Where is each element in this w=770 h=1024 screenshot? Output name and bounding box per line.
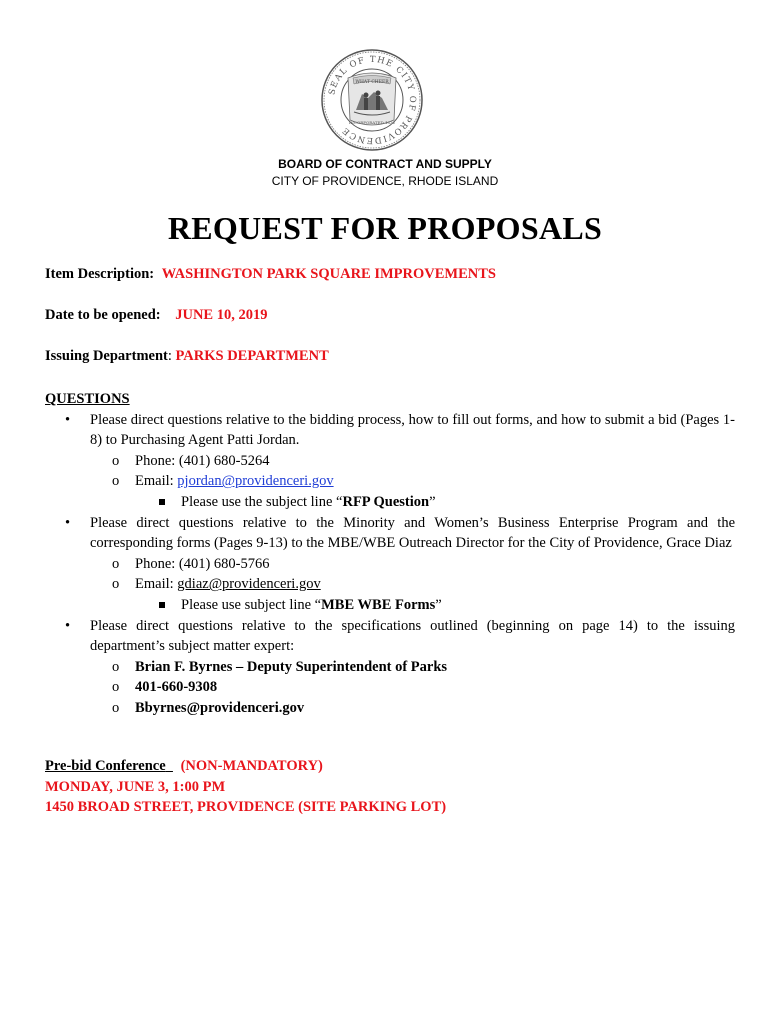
list-item (45, 410, 735, 451)
board-name: BOARD OF CONTRACT AND SUPPLY (278, 157, 492, 171)
date-opened-label: Date to be opened: (45, 307, 161, 323)
circle-bullet-icon: o (112, 576, 120, 593)
purchasing-email-link[interactable]: pjordan@providenceri.gov (177, 473, 334, 490)
issuing-department-row: Issuing Department: PARKS DEPARTMENT (45, 348, 329, 364)
circle-bullet-icon: o (112, 555, 120, 572)
list-item (45, 513, 735, 554)
specs-contact-name: Brian F. Byrnes – Deputy Superintendent of Parks (135, 658, 448, 675)
square-bullet-icon (159, 602, 165, 608)
list-item (45, 657, 735, 678)
city-seal-logo (320, 48, 424, 152)
list-item (45, 451, 735, 472)
list-item: o Email: gdiaz@providenceri.gov (45, 574, 735, 595)
circle-bullet-icon: o (112, 658, 120, 675)
mbe-phone: Phone: (401) 680-5766 (135, 555, 270, 572)
circle-bullet-icon: o (112, 452, 120, 469)
square-bullet-icon (159, 499, 165, 505)
list-item: Please use subject line “MBE WBE Forms” (45, 595, 735, 616)
specs-contact-email[interactable]: Bbyrnes@providenceri.gov (135, 699, 305, 716)
prebid-label: Pre-bid Conference (45, 758, 166, 774)
bullet-icon: • (65, 411, 71, 428)
date-opened-value: JUNE 10, 2019 (175, 307, 268, 323)
list-item (45, 677, 735, 698)
bullet-icon: • (65, 514, 71, 531)
date-opened-row (45, 307, 267, 324)
rfp-subject-line: RFP Question (342, 493, 430, 510)
list-item: Please use the subject line “RFP Question” (45, 492, 735, 513)
issuing-department-label: Issuing Department (45, 348, 168, 364)
question-mbe-text: Please direct questions relative to the Minority and Women’s Business Enterprise Program and the corresponding forms (Pages 9-13) to the MBE/WBE Outreach Director for the City of Providence, Grace Diaz (90, 514, 735, 552)
prebid-datetime: MONDAY, JUNE 3, 1:00 PM (45, 778, 226, 795)
prebid-heading-row (45, 756, 446, 777)
item-description-row (45, 266, 496, 283)
circle-bullet-icon: o (112, 699, 120, 716)
bullet-icon: • (65, 617, 71, 634)
city-name: CITY OF PROVIDENCE, RHODE ISLAND (271, 174, 499, 188)
svg-text:WHAT CHEER: WHAT CHEER (355, 80, 389, 85)
svg-text:SEAL OF THE CITY OF PROVIDENCE: SEAL OF THE CITY OF PROVIDENCE (327, 54, 418, 146)
prebid-location: 1450 BROAD STREET, PROVIDENCE (SITE PARKING LOT) (45, 799, 447, 816)
questions-section (45, 389, 735, 719)
list-item (45, 698, 735, 719)
list-item (45, 554, 735, 575)
item-description-label: Item Description: (45, 266, 155, 282)
prebid-status: (NON-MANDATORY) (180, 758, 323, 774)
svg-text:INCORPORATED 1832: INCORPORATED 1832 (348, 120, 396, 125)
issuing-department-value: PARKS DEPARTMENT (175, 348, 329, 364)
questions-heading: QUESTIONS (45, 391, 130, 407)
question-purchasing-text: Please direct questions relative to the bidding process, how to fill out forms, and how to submit a bid (Pages 1-8) to Purchasing Agent Patti Jordan. (90, 411, 735, 449)
circle-bullet-icon: o (112, 473, 120, 490)
prebid-conference-section (45, 756, 446, 818)
list-item (45, 616, 735, 657)
item-description-value: WASHINGTON PARK SQUARE IMPROVEMENTS (161, 266, 496, 282)
specs-contact-phone: 401-660-9308 (135, 679, 218, 696)
page-title: REQUEST FOR PROPOSALS (167, 210, 603, 246)
mbe-subject-line: MBE WBE Forms (321, 596, 436, 613)
mbe-email-link[interactable]: gdiaz@providenceri.gov (177, 576, 321, 593)
question-specs-text: Please direct questions relative to the specifications outlined (beginning on page 14) to the issuing department’s subject matter expert: (90, 617, 735, 655)
purchasing-phone: Phone: (401) 680-5264 (135, 452, 270, 469)
list-item: o Email: pjordan@providenceri.gov (45, 471, 735, 492)
circle-bullet-icon: o (112, 679, 120, 696)
